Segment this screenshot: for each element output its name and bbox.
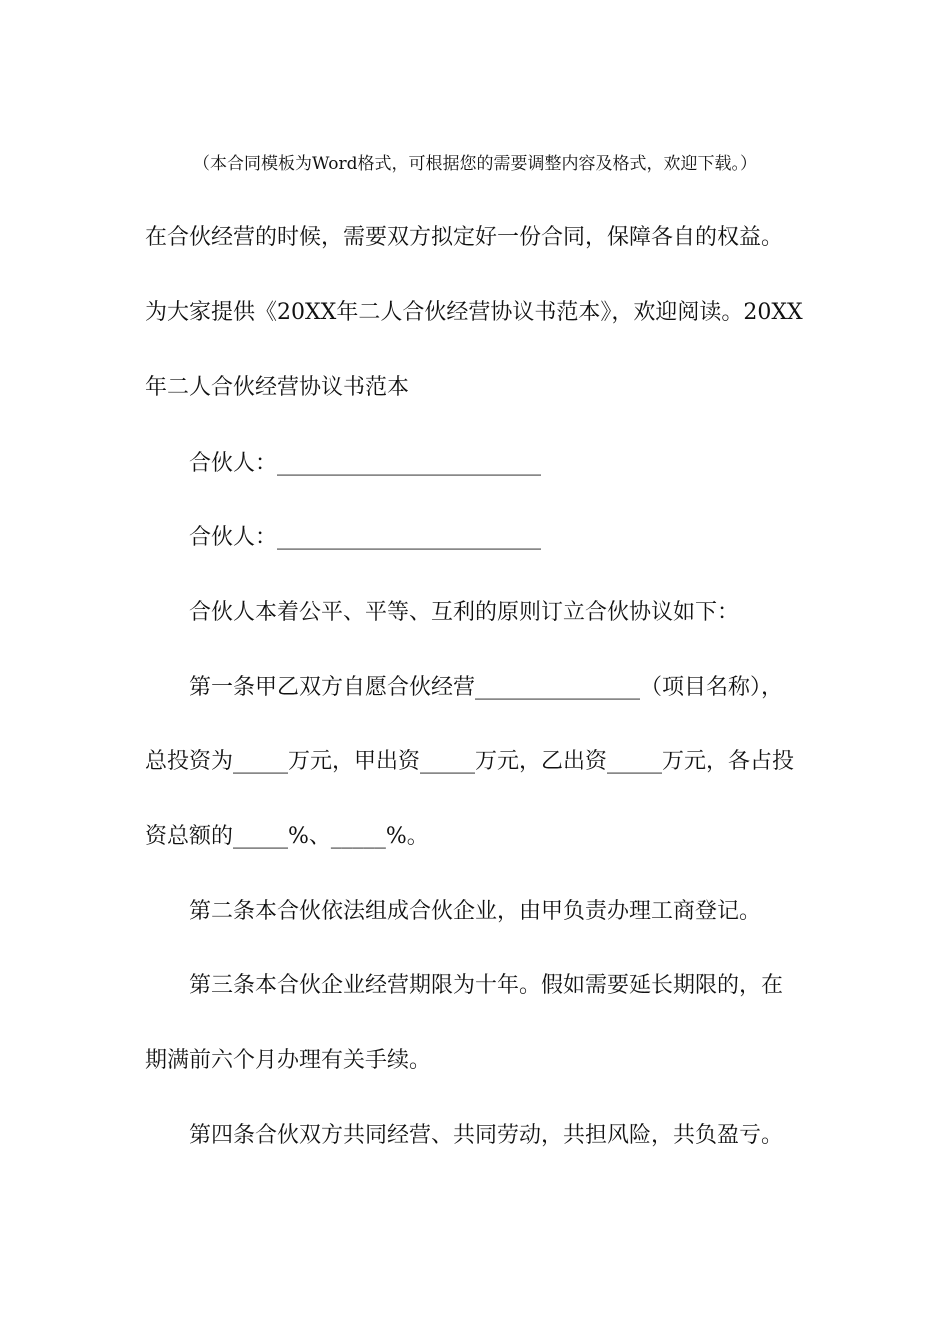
document-title-line: 年二人合伙经营协议书范本 — [145, 375, 410, 400]
article-4: 第四条合伙双方共同经营、共同劳动，共担风险，共负盈亏。 — [189, 1123, 784, 1148]
intro-line-1: 在合伙经营的时候，需要双方拟定好一份合同，保障各自的权益。 — [145, 225, 784, 250]
intro-line-2: 为大家提供《20XX年二人合伙经营协议书范本》，欢迎阅读。20XX — [145, 300, 803, 325]
article-2: 第二条本合伙依法组成合伙企业，由甲负责办理工商登记。 — [189, 899, 762, 924]
agreement-principle: 合伙人本着公平、平等、互利的原则订立合伙协议如下： — [189, 600, 740, 625]
article-1-line-2: 总投资为_____万元，甲出资_____万元，乙出资_____万元，各占投 — [145, 749, 795, 774]
article-1-line-1: 第一条甲乙双方自愿合伙经营_______________（项目名称）， — [189, 675, 784, 700]
partner-line-2: 合伙人：________________________ — [189, 525, 542, 550]
article-1-line-3: 资总额的_____%、_____%。 — [145, 824, 429, 849]
article-3-line-1: 第三条本合伙企业经营期限为十年。假如需要延长期限的，在 — [189, 973, 784, 998]
partner-line-1: 合伙人：________________________ — [189, 451, 542, 476]
template-note: （本合同模板为Word格式，可根据您的需要调整内容及格式，欢迎下载。） — [192, 154, 758, 174]
article-3-line-2: 期满前六个月办理有关手续。 — [145, 1048, 432, 1073]
